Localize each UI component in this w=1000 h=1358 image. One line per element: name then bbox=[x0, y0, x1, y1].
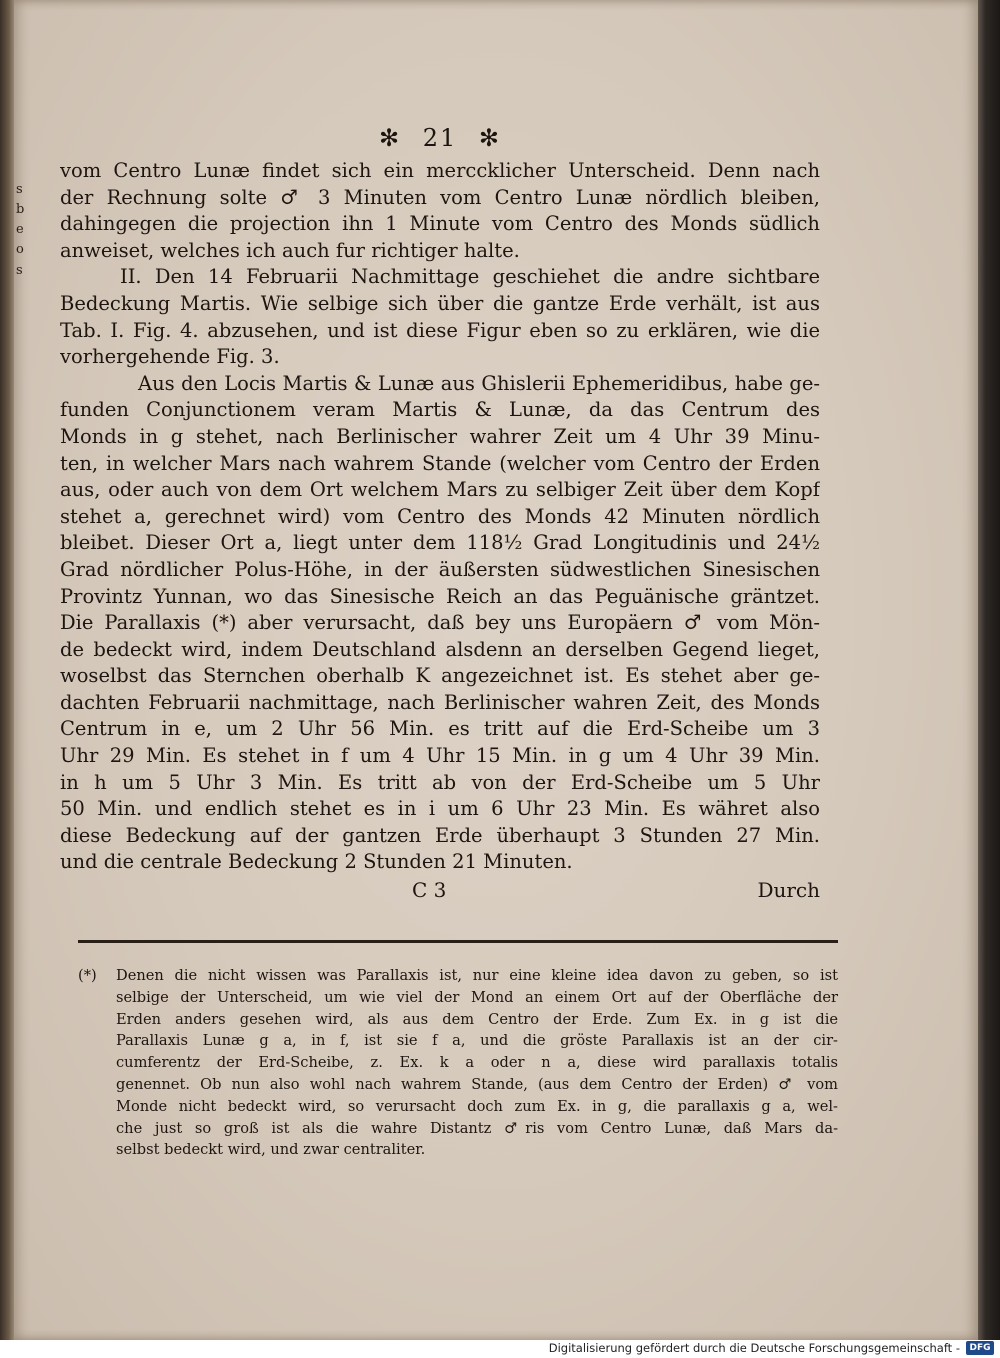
text-line: II. Den 14 Februarii Nachmittage geschiehet die andre sichtbare bbox=[120, 265, 820, 289]
paper-page bbox=[14, 0, 978, 1340]
text-line: bleibet. Dieser Ort a, liegt unter dem 118½ Grad Longitudinis und 24½ bbox=[60, 531, 820, 555]
left-ornament-icon: ✻ bbox=[378, 124, 402, 152]
footnote-line: genennet. Ob nun also wohl nach wahrem Stande, (aus dem Centro der Erden) ♂ vom bbox=[116, 1075, 838, 1093]
text-line: in h um 5 Uhr 3 Min. Es tritt ab von der Erd-Scheibe um 5 Uhr bbox=[60, 770, 820, 794]
body-text bbox=[60, 158, 820, 876]
text-line: aus, oder auch von dem Ort welchem Mars zu selbiger Zeit über dem Kopf bbox=[60, 478, 820, 502]
footnote-line: selbige der Unterscheid, um wie viel der Mond an einem Ort auf der Oberfläche der bbox=[116, 988, 838, 1006]
right-scan-border bbox=[976, 0, 1000, 1340]
signature-row bbox=[60, 876, 820, 908]
right-ornament-icon: ✻ bbox=[478, 124, 502, 152]
digitization-credit: Digitalisierung gefördert durch die Deutsche Forschungsgemeinschaft - bbox=[548, 1341, 960, 1355]
text-line: vorhergehende Fig. 3. bbox=[60, 345, 280, 369]
text-line: der Rechnung solte ♂ 3 Minuten vom Centro Lunæ nördlich bleiben, bbox=[60, 185, 820, 209]
text-line: vom Centro Lunæ findet sich ein merccklicher Unterscheid. Denn nach bbox=[60, 159, 820, 182]
text-line: dachten Februarii nachmittage, nach Berlinischer wahren Zeit, des Monds bbox=[60, 690, 820, 714]
text-line: anweiset, welches ich auch fur richtiger halte. bbox=[60, 238, 520, 262]
page-header bbox=[60, 118, 820, 158]
spine-letter: s bbox=[16, 182, 23, 197]
footnote-text: Denen die nicht wissen was Parallaxis ist, nur eine kleine idea davon zu geben, so ist bbox=[116, 967, 838, 984]
footnote-marker: (*) bbox=[78, 967, 97, 984]
dfg-logo-icon: DFG bbox=[966, 1341, 994, 1355]
text-line: Uhr 29 Min. Es stehet in f um 4 Uhr 15 Min. in g um 4 Uhr 39 Min. bbox=[60, 744, 820, 768]
footnote-line: Monde nicht bedeckt wird, so verursacht doch zum Ex. in g, die parallaxis g a, wel- bbox=[116, 1097, 838, 1115]
text-line: ten, in welcher Mars nach wahrem Stande (welcher vom Centro der Erden bbox=[60, 451, 820, 475]
text-line: funden Conjunctionem veram Martis & Lunæ, da das Centrum des bbox=[60, 398, 820, 422]
footnote-line: selbst bedeckt wird, und zwar centraliter. bbox=[116, 1141, 426, 1159]
text-block bbox=[60, 118, 820, 908]
signature-mark: C 3 bbox=[412, 878, 447, 903]
text-line: Centrum in e, um 2 Uhr 56 Min. es tritt auf die Erd-Scheibe um 3 bbox=[60, 717, 820, 741]
footnote-line: cumferentz der Erd-Scheibe, z. Ex. k a oder n a, diese wird parallaxis totalis bbox=[116, 1054, 838, 1072]
spine-letter: o bbox=[16, 242, 24, 258]
text-line: woselbst das Sternchen oberhalb K angezeichnet ist. Es stehet aber ge- bbox=[60, 664, 820, 688]
text-line: Tab. I. Fig. 4. abzusehen, und ist diese Figur eben so zu erklären, wie die bbox=[60, 318, 820, 342]
spine-marginal-letters bbox=[16, 180, 28, 281]
spine-letter: b bbox=[16, 202, 25, 218]
text-line: Provintz Yunnan, wo das Sinesische Reich an das Peguänische gräntzet. bbox=[60, 584, 820, 608]
page-number: 21 bbox=[422, 124, 458, 152]
footnote-line: Erden anders gesehen wird, als aus dem Centro der Erde. Zum Ex. in g ist die bbox=[116, 1010, 838, 1028]
text-line: Monds in g stehet, nach Berlinischer wahrer Zeit um 4 Uhr 39 Minu- bbox=[60, 424, 820, 448]
footnote bbox=[78, 965, 838, 1161]
footnote-line: che just so groß ist als die wahre Distantz ♂ris vom Centro Lunæ, daß Mars da- bbox=[116, 1119, 838, 1137]
footnote-line bbox=[78, 965, 838, 987]
text-line: de bedeckt wird, indem Deutschland alsdenn an derselben Gegend lieget, bbox=[60, 637, 820, 661]
text-line: 50 Min. und endlich stehet es in i um 6 Uhr 23 Min. Es währet also bbox=[60, 797, 820, 821]
footnote-line: Parallaxis Lunæ g a, in f, ist sie f a, und die gröste Parallaxis ist an der cir- bbox=[116, 1032, 838, 1050]
text-line: dahingegen die projection ihn 1 Minute vom Centro des Monds südlich bbox=[60, 212, 820, 236]
text-line: Grad nördlicher Polus-Höhe, in der äußersten südwestlichen Sinesischen bbox=[60, 557, 820, 581]
text-line: Bedeckung Martis. Wie selbige sich über die gantze Erde verhält, ist aus bbox=[60, 291, 820, 315]
text-line: stehet a, gerechnet wird) vom Centro des Monds 42 Minuten nördlich bbox=[60, 504, 820, 528]
text-line: und die centrale Bedeckung 2 Stunden 21 Minuten. bbox=[60, 850, 573, 874]
text-line: diese Bedeckung auf der gantzen Erde überhaupt 3 Stunden 27 Min. bbox=[60, 823, 820, 847]
spine-letter: s bbox=[16, 262, 23, 278]
text-line: Die Parallaxis (*) aber verursacht, daß bey uns Europäern ♂ vom Mön- bbox=[60, 611, 820, 635]
catchword: Durch bbox=[757, 878, 820, 903]
footnote-divider bbox=[78, 940, 838, 943]
text-line: Aus den Locis Martis & Lunæ aus Ghislerii Ephemeridibus, habe ge- bbox=[138, 371, 820, 395]
spine-letter: e bbox=[16, 222, 24, 238]
